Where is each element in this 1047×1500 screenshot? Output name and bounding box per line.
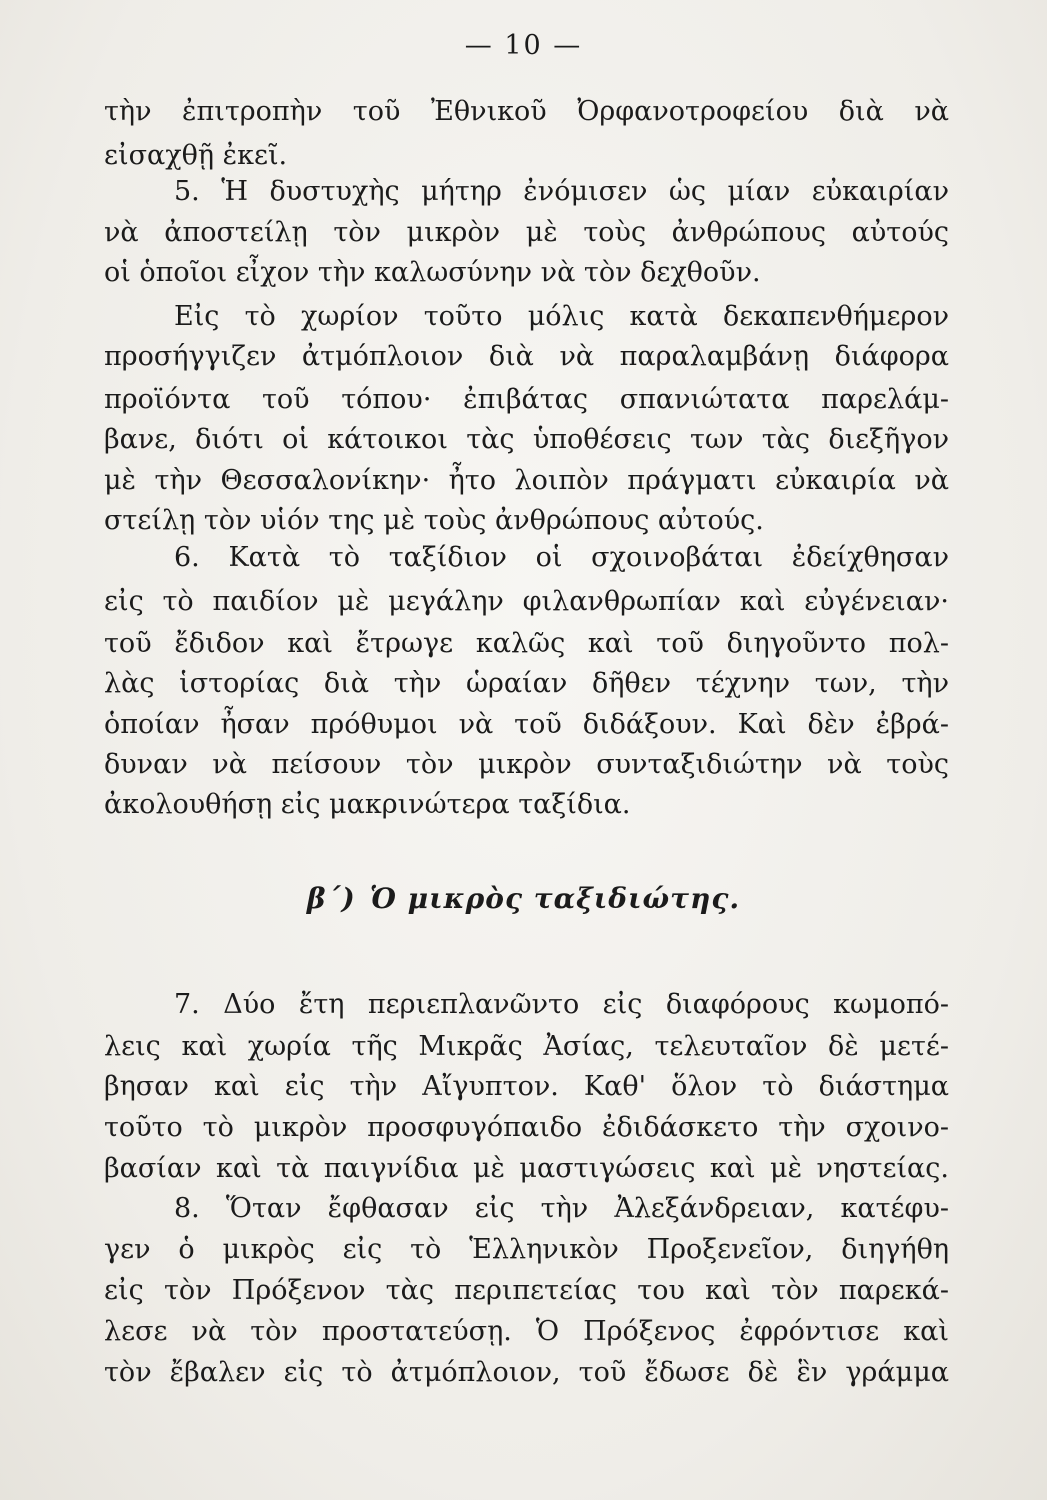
text-line: εἰσαχθῇ ἐκεῖ. <box>104 140 288 171</box>
section-heading <box>0 882 1047 915</box>
text-line: εἰς τὸ παιδίον μὲ μεγάλην φιλανθρωπίαν καὶ εὐγένειαν· <box>104 586 949 617</box>
text-line: νὰ ἀποστείλῃ τὸν μικρὸν μὲ τοὺς ἀνθρώπους αὐτούς <box>104 217 949 248</box>
text-line: τοῦτο τὸ μικρὸν προσφυγόπαιδο ἐδιδάσκετο τὴν σχοινο- <box>104 1112 949 1143</box>
section-heading-title: Ὁ μικρὸς ταξιδιώτης. <box>369 882 741 915</box>
section-heading-label: β΄) <box>306 882 356 915</box>
text-line: προσήγγιζεν ἀτμόπλοιον διὰ νὰ παραλαμβάνῃ διάφορα <box>104 341 949 372</box>
text-line: ἀκολουθήσῃ εἰς μακρινώτερα ταξίδια. <box>104 789 631 820</box>
text-line: οἱ ὁποῖοι εἶχον τὴν καλωσύνην νὰ τὸν δεχθοῦν. <box>104 257 761 288</box>
text-line: βησαν καὶ εἰς τὴν Αἴγυπτον. Καθ' ὅλον τὸ διάστημα <box>104 1071 949 1102</box>
text-line: τὸν ἔβαλεν εἰς τὸ ἀτμόπλοιον, τοῦ ἔδωσε δὲ ἓν γράμμα <box>104 1357 949 1388</box>
text-line: Εἰς τὸ χωρίον τοῦτο μόλις κατὰ δεκαπενθήμερον <box>174 301 949 332</box>
text-line: βανε, διότι οἱ κάτοικοι τὰς ὑποθέσεις των τὰς διεξῆγον <box>104 424 949 455</box>
text-line: εἰς τὸν Πρόξενον τὰς περιπετείας του καὶ τὸν παρεκά- <box>104 1275 949 1306</box>
text-line: ὁποίαν ἦσαν πρόθυμοι νὰ τοῦ διδάξουν. Καὶ δὲν ἐβρά- <box>104 709 949 740</box>
text-line: βασίαν καὶ τὰ παιγνίδια μὲ μαστιγώσεις καὶ μὲ νηστείας. <box>104 1153 949 1184</box>
text-line: μὲ τὴν Θεσσαλονίκην· ἦτο λοιπὸν πράγματι εὐκαιρία νὰ <box>104 465 949 496</box>
page-number: — 10 — <box>464 30 583 61</box>
text-line: 5. Ἡ δυστυχὴς μήτηρ ἐνόμισεν ὡς μίαν εὐκαιρίαν <box>174 176 949 207</box>
text-line: λὰς ἱστορίας διὰ τὴν ὡραίαν δῆθεν τέχνην των, τὴν <box>104 668 949 699</box>
text-line: τοῦ ἔδιδον καὶ ἔτρωγε καλῶς καὶ τοῦ διηγοῦντο πολ- <box>104 628 949 659</box>
text-line: 8. Ὅταν ἔφθασαν εἰς τὴν Ἀλεξάνδρειαν, κατέφυ- <box>174 1193 949 1224</box>
text-line: στείλῃ τὸν υἱόν της μὲ τοὺς ἀνθρώπους αὐτούς. <box>104 505 764 536</box>
text-line: γεν ὁ μικρὸς εἰς τὸ Ἑλληνικὸν Προξενεῖον, διηγήθη <box>104 1234 949 1265</box>
text-line: δυναν νὰ πείσουν τὸν μικρὸν συνταξιδιώτην νὰ τοὺς <box>104 749 949 780</box>
text-line: λεις καὶ χωρία τῆς Μικρᾶς Ἀσίας, τελευταῖον δὲ μετέ- <box>104 1031 949 1062</box>
text-line: 7. Δύο ἔτη περιεπλανῶντο εἰς διαφόρους κωμοπό- <box>174 989 949 1020</box>
text-line: προϊόντα τοῦ τόπου· ἐπιβάτας σπανιώτατα παρελάμ- <box>104 384 949 415</box>
text-line: τὴν ἐπιτροπὴν τοῦ Ἐθνικοῦ Ὀρφανοτροφείου διὰ νὰ <box>104 96 949 127</box>
text-line: λεσε νὰ τὸν προστατεύσῃ. Ὁ Πρόξενος ἐφρόντισε καὶ <box>104 1316 949 1347</box>
text-line: 6. Κατὰ τὸ ταξίδιον οἱ σχοινοβάται ἐδείχθησαν <box>174 542 949 573</box>
